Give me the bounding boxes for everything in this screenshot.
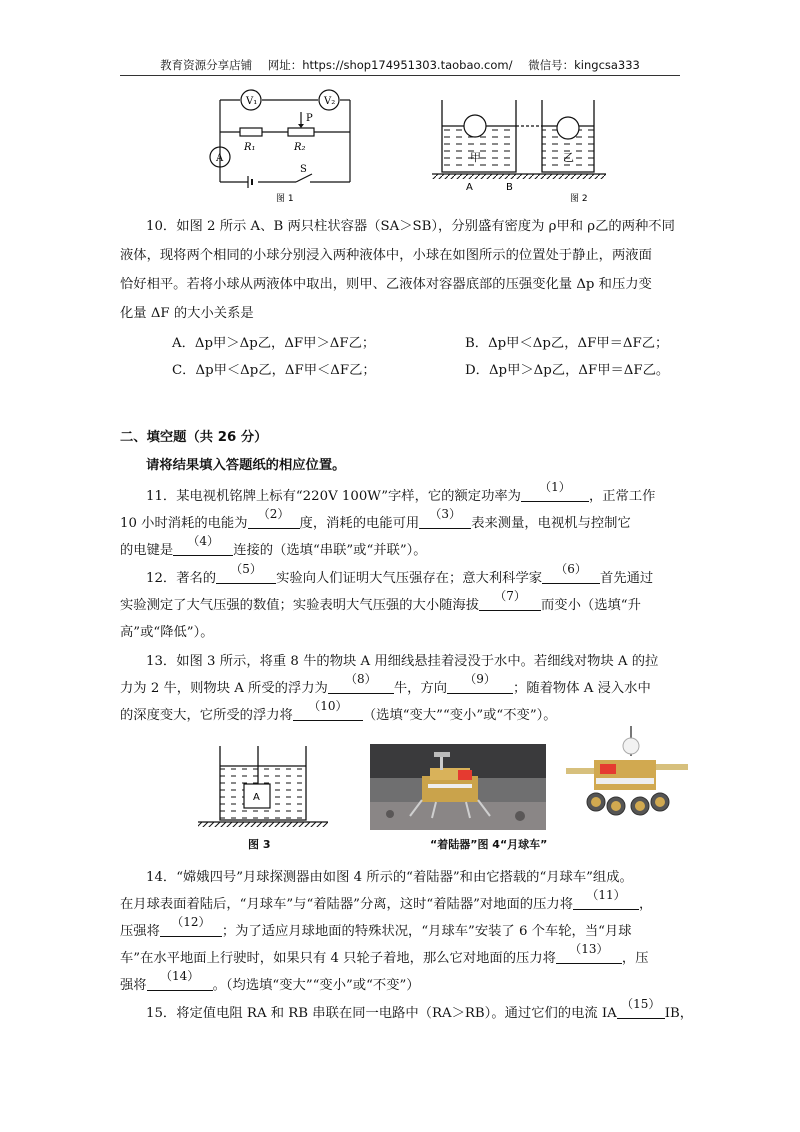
q12-line1: 12．著名的 （5） 实验向人们证明大气压强存在；意大利科学家 （6） 首先通过	[146, 562, 654, 586]
answer-blank-12[interactable]: （12）	[160, 922, 222, 937]
q15-line1: 15．将定值电阻 RA 和 RB 串联在同一电路中（RA＞RB）。通过它们的电流 IA （15） IB，	[146, 997, 694, 1021]
q13-line2: 力为 2 牛，则物块 A 所受的浮力为 （8） 牛，方向 （9） ；随着物体 A 浸入水中	[120, 672, 651, 696]
shop-url[interactable]: 网址：https://shop174951303.taobao.com/	[267, 58, 513, 72]
q10-option-d[interactable]: D．Δp甲＞Δp乙，ΔF甲＝ΔF乙。	[465, 363, 670, 378]
wechat-id: 微信号：kingcsa333	[528, 58, 640, 72]
q14-line4: 车”在水平地面上行驶时，如果只有 4 只轮子着地，那么它对地面的压力将 （13） ，压	[120, 942, 649, 966]
beaker-figure-3	[196, 744, 330, 834]
q10-line4: 化量 ΔF 的大小关系是	[120, 306, 254, 321]
q13-line1: 13．如图 3 所示，将重 8 牛的物块 A 用细线悬挂着浸没于水中。若细线对物块 A 的拉	[146, 654, 659, 669]
fig1-ammeter-label: A	[216, 153, 224, 164]
circuit-figure-1	[200, 88, 360, 204]
fig4-caption: “着陆器”图 4“月球车”	[430, 838, 548, 851]
q11-line1: 11．某电视机铭牌上标有“220V 100W”字样，它的额定功率为 （1） ，正常工作	[146, 480, 656, 504]
answer-blank-13[interactable]: （13）	[556, 949, 622, 964]
answer-blank-11[interactable]: （11）	[573, 895, 639, 910]
q12-line3: 高”或“降低”）。	[120, 625, 214, 640]
fig1-r2-label: R₂	[294, 142, 306, 153]
section2-title: 二、填空题（共 26 分）	[120, 430, 268, 445]
answer-blank-5[interactable]: （5）	[216, 569, 276, 584]
fig2-a-label: A	[466, 182, 473, 193]
rover-photo	[556, 724, 696, 830]
fig1-r1-label: R₁	[244, 142, 256, 153]
fig1-slider-label: P	[306, 113, 313, 124]
answer-blank-10[interactable]: （10）	[293, 706, 363, 721]
q13-line3: 的深度变大，它所受的浮力将 （10） （选填“变大”“变小”或“不变”）。	[120, 699, 557, 723]
fig2-jia-label: 甲	[470, 151, 481, 164]
q10-option-b[interactable]: B．Δp甲＜Δp乙，ΔF甲＝ΔF乙；	[465, 336, 669, 351]
answer-blank-4[interactable]: （4）	[173, 541, 233, 556]
answer-blank-2[interactable]: （2）	[248, 514, 300, 529]
fig1-v1-label: V₁	[246, 96, 258, 107]
answer-blank-14[interactable]: （14）	[147, 976, 213, 991]
q10-option-c[interactable]: C．Δp甲＜Δp乙，ΔF甲＜ΔF乙；	[172, 363, 376, 378]
q14-line2: 在月球表面着陆后，“月球车”与“着陆器”分离，这时“着陆器”对地面的压力将 （11） ，	[120, 888, 653, 912]
answer-blank-9[interactable]: （9）	[447, 679, 513, 694]
answer-blank-6[interactable]: （6）	[542, 569, 600, 584]
containers-figure-2	[430, 98, 610, 206]
answer-blank-7[interactable]: （7）	[479, 596, 541, 611]
q11-line3: 的电键是 （4） 连接的（选填“串联”或“并联”）。	[120, 534, 427, 558]
q10-line2: 液体，现将两个相同的小球分别浸入两种液体中，小球在如图所示的位置处于静止，两液面	[120, 248, 652, 263]
fig3-caption: 图 3	[248, 838, 271, 851]
section2-instruction: 请将结果填入答题纸的相应位置。	[146, 458, 346, 473]
answer-blank-1[interactable]: （1）	[521, 487, 589, 502]
q12-line2: 实验测定了大气压强的数值；实验表明大气压强的大小随海拔 （7） 而变小（选填“升	[120, 589, 641, 613]
fig1-v2-label: V₂	[324, 96, 336, 107]
fig2-b-label: B	[506, 182, 513, 193]
lander-photo	[370, 744, 546, 830]
fig2-caption: 图 2	[570, 194, 588, 204]
fig1-caption: 图 1	[276, 194, 294, 204]
fig2-yi-label: 乙	[563, 151, 574, 164]
q14-line3: 压强将 （12） ；为了适应月球地面的特殊状况，“月球车”安装了 6 个车轮，当“月球	[120, 915, 632, 939]
fig1-switch-label: S	[300, 164, 307, 175]
q10-line1: 10．如图 2 所示 A、B 两只柱状容器（SA＞SB），分别盛有密度为 ρ甲和 ρ乙的两种不同	[146, 219, 675, 234]
q10-line3: 恰好相平。若将小球从两液体中取出，则甲、乙液体对容器底部的压强变化量 Δp 和压力变	[120, 277, 652, 292]
shop-name: 教育资源分享店铺	[160, 58, 253, 72]
fig3-block-label: A	[253, 792, 260, 803]
q10-option-a[interactable]: A．Δp甲＞Δp乙，ΔF甲＞ΔF乙；	[172, 336, 376, 351]
answer-blank-8[interactable]: （8）	[328, 679, 394, 694]
page-header	[120, 57, 680, 76]
answer-blank-15[interactable]: （15）	[617, 1004, 665, 1019]
q11-line2: 10 小时消耗的电能为 （2） 度，消耗的电能可用 （3） 表来测量，电视机与控制它	[120, 507, 631, 531]
answer-blank-3[interactable]: （3）	[419, 514, 471, 529]
q14-line5: 强将 （14） 。（均选填“变大”“变小”或“不变”）	[120, 969, 420, 993]
q14-line1: 14．“嫦娥四号”月球探测器由如图 4 所示的“着陆器”和由它搭载的“月球车”组成。	[146, 870, 633, 885]
